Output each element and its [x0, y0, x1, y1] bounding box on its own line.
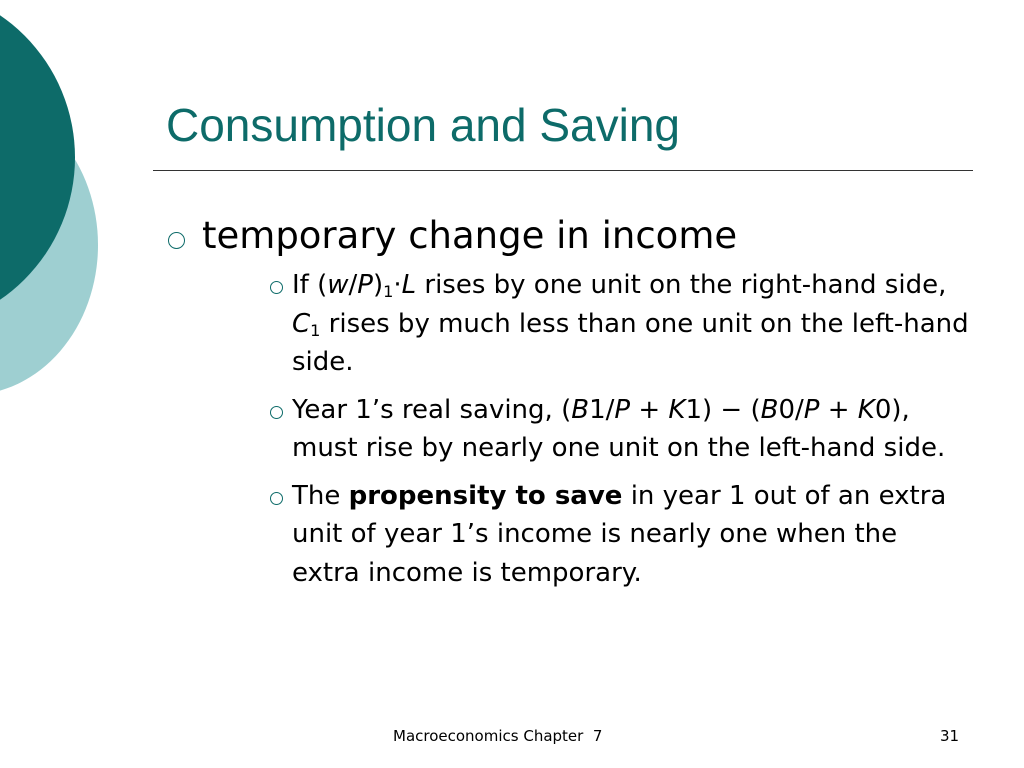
circle-bullet-icon — [270, 406, 283, 419]
slide-title: Consumption and Saving — [166, 99, 680, 151]
sub-bullet-item — [270, 266, 970, 382]
sub-bullet-list — [270, 266, 970, 601]
circle-bullet-icon — [168, 232, 185, 249]
circle-bullet-icon — [270, 492, 283, 505]
sub-bullet-text: The propensity to save in year 1 out of an extra unit of year 1’s income is nearly one when the extra income is temporary. — [292, 480, 947, 588]
title-divider — [153, 170, 973, 171]
footer-chapter-label: Macroeconomics Chapter 7 — [393, 727, 603, 745]
sub-bullet-item — [270, 391, 970, 468]
slide-page-number: 31 — [940, 727, 960, 745]
main-bullet-text: temporary change in income — [202, 214, 738, 257]
sub-bullet-text: If $(w/P)_1\cdot L$ rises by one unit on the right-hand side, $C_1$ rises by much less than one unit on the left-hand side. — [292, 270, 969, 377]
sub-bullet-item — [270, 477, 970, 593]
circle-bullet-icon — [270, 281, 283, 294]
main-bullet — [168, 214, 737, 258]
sub-bullet-text: Year 1’s real saving, (B1/P + K1) − (B0/P + K0), must rise by nearly one unit on the left-hand side. — [292, 394, 946, 463]
